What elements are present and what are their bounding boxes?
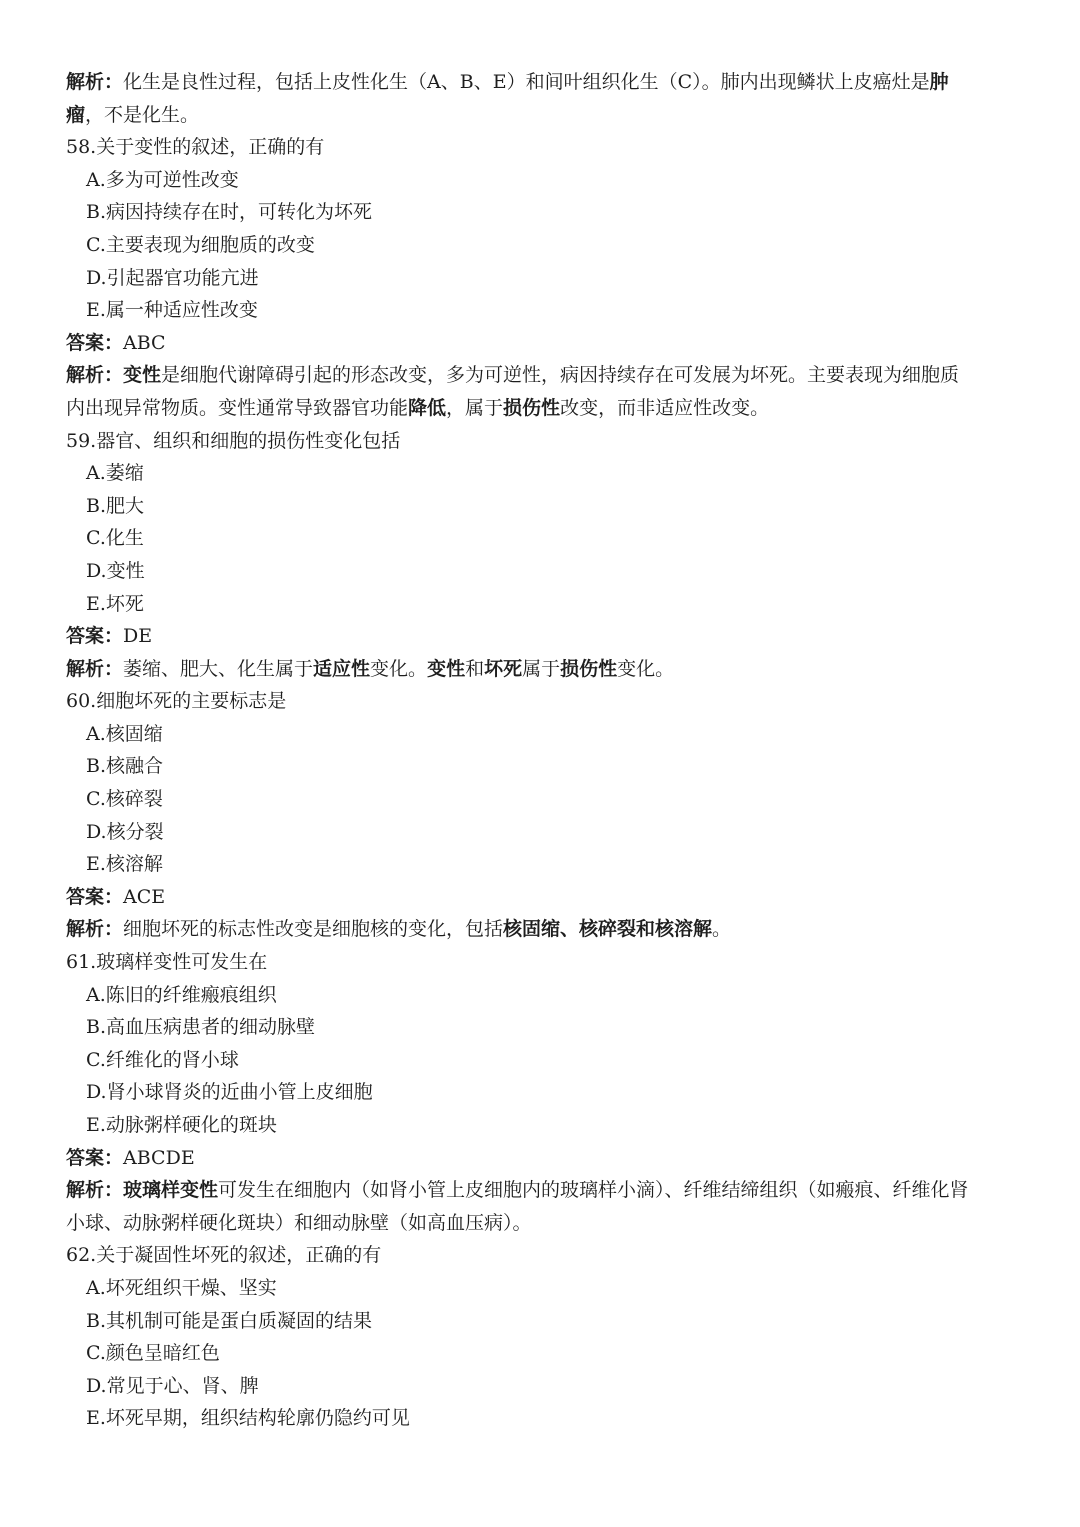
option-line bbox=[0, 1370, 1080, 1403]
text-span: B.核融合 bbox=[86, 755, 164, 778]
text-span: 58.关于变性的叙述，正确的有 bbox=[66, 136, 325, 159]
bold-text: 解析： bbox=[66, 71, 124, 93]
text-span: E.坏死早期，组织结构轮廓仍隐约可见 bbox=[86, 1407, 410, 1430]
text-span: D.常见于心、肾、脾 bbox=[86, 1374, 259, 1397]
bold-text: 答案： bbox=[66, 1146, 124, 1169]
option-line bbox=[0, 229, 1080, 262]
bold-text: 核固缩、核碎裂和核溶解 bbox=[503, 918, 713, 941]
text-span: 变化。 bbox=[370, 657, 428, 680]
text-span: 61.玻璃样变性可发生在 bbox=[66, 951, 268, 974]
text-span: D.变性 bbox=[86, 559, 145, 582]
option-line bbox=[0, 1044, 1080, 1077]
option-line bbox=[0, 816, 1080, 849]
text-span: C.颜色呈暗红色 bbox=[86, 1342, 220, 1365]
option-line bbox=[0, 848, 1080, 881]
text-span: E.动脉粥样硬化的斑块 bbox=[86, 1114, 277, 1136]
text-span: 是细胞代谢障碍引起的形态改变，多为可逆性，病因持续存在可发展为坏死。主要表现为细胞质 bbox=[161, 364, 960, 387]
text-line bbox=[0, 913, 1080, 946]
option-line bbox=[0, 262, 1080, 295]
text-line bbox=[0, 881, 1080, 914]
text-span: C.核碎裂 bbox=[86, 788, 163, 811]
option-line bbox=[0, 718, 1080, 751]
text-span: ，不是化生。 bbox=[85, 103, 200, 126]
option-line bbox=[0, 1337, 1080, 1370]
text-span: D.核分裂 bbox=[86, 820, 164, 843]
option-line bbox=[0, 457, 1080, 490]
text-line bbox=[0, 359, 1080, 392]
bold-text: 解析： bbox=[66, 918, 124, 941]
text-span: 。 bbox=[712, 918, 732, 941]
text-line bbox=[0, 1207, 1080, 1240]
bold-text: 变性 bbox=[123, 364, 162, 387]
option-line bbox=[0, 750, 1080, 783]
text-line bbox=[0, 327, 1080, 360]
text-span: 和 bbox=[465, 657, 485, 680]
option-line bbox=[0, 555, 1080, 588]
bold-text: 答案： bbox=[66, 885, 124, 908]
text-line bbox=[0, 131, 1080, 164]
text-line bbox=[0, 685, 1080, 718]
text-span: ，属于 bbox=[446, 396, 504, 419]
text-span: A.陈旧的纤维瘢痕组织 bbox=[86, 983, 277, 1006]
bold-text: 玻璃样变性 bbox=[123, 1179, 219, 1202]
bold-text: 变性 bbox=[427, 657, 466, 680]
text-span: 内出现异常物质。变性通常导致器官功能 bbox=[66, 396, 409, 419]
text-line bbox=[0, 653, 1080, 686]
text-span: 62.关于凝固性坏死的叙述，正确的有 bbox=[66, 1244, 382, 1267]
option-line bbox=[0, 294, 1080, 327]
text-line bbox=[0, 1174, 1080, 1207]
text-span: 变化。 bbox=[617, 657, 675, 680]
bold-text: 降低 bbox=[408, 396, 447, 419]
text-span: 59.器官、组织和细胞的损伤性变化包括 bbox=[66, 429, 401, 452]
option-line bbox=[0, 1305, 1080, 1338]
option-line bbox=[0, 164, 1080, 197]
bold-text: 肿 bbox=[929, 71, 949, 93]
text-span: 可发生在细胞内（如肾小管上皮细胞内的玻璃样小滴）、纤维结缔组织（如瘢痕、纤维化肾 bbox=[218, 1179, 969, 1202]
option-line bbox=[0, 490, 1080, 523]
text-span: B.其机制可能是蛋白质凝固的结果 bbox=[86, 1309, 373, 1332]
text-span: ABCDE bbox=[123, 1146, 195, 1169]
text-span: ABC bbox=[123, 331, 166, 354]
text-span: E.核溶解 bbox=[86, 853, 163, 876]
bold-text: 坏死 bbox=[484, 657, 523, 680]
text-span: A.核固缩 bbox=[86, 722, 163, 745]
text-span: B.病因持续存在时，可转化为坏死 bbox=[86, 201, 373, 224]
text-span: 60.细胞坏死的主要标志是 bbox=[66, 690, 287, 713]
option-line bbox=[0, 1402, 1080, 1435]
text-span: DE bbox=[123, 625, 153, 648]
text-line bbox=[0, 99, 1080, 132]
text-span: 细胞坏死的标志性改变是细胞核的变化，包括 bbox=[123, 918, 504, 941]
option-line bbox=[0, 1272, 1080, 1305]
text-span: 化生是良性过程，包括上皮性化生（A、B、E）和间叶组织化生（C）。肺内出现鳞状上皮癌灶是 bbox=[123, 71, 930, 93]
bold-text: 损伤性 bbox=[560, 657, 618, 680]
text-span: C.纤维化的肾小球 bbox=[86, 1048, 239, 1071]
bold-text: 瘤 bbox=[66, 103, 86, 126]
option-line bbox=[0, 1011, 1080, 1044]
option-line bbox=[0, 979, 1080, 1012]
text-line bbox=[0, 946, 1080, 979]
text-line bbox=[0, 66, 1080, 99]
text-span: 属于 bbox=[522, 657, 561, 680]
bold-text: 损伤性 bbox=[503, 396, 561, 419]
text-span: B.肥大 bbox=[86, 494, 145, 517]
option-line bbox=[0, 1109, 1080, 1142]
text-span: D.引起器官功能亢进 bbox=[86, 266, 259, 289]
text-span: 改变，而非适应性改变。 bbox=[560, 396, 770, 419]
bold-text: 解析： bbox=[66, 657, 124, 680]
text-span: A.萎缩 bbox=[86, 462, 144, 485]
text-span: 小球、动脉粥样硬化斑块）和细动脉壁（如高血压病）。 bbox=[66, 1211, 532, 1234]
text-span: A.多为可逆性改变 bbox=[86, 168, 239, 191]
option-line bbox=[0, 588, 1080, 621]
bold-text: 解析： bbox=[66, 1179, 124, 1202]
text-line bbox=[0, 1142, 1080, 1175]
text-span: C.化生 bbox=[86, 527, 144, 550]
text-span: B.高血压病患者的细动脉壁 bbox=[86, 1016, 316, 1039]
bold-text: 答案： bbox=[66, 331, 124, 354]
text-line bbox=[0, 392, 1080, 425]
option-line bbox=[0, 783, 1080, 816]
text-line bbox=[0, 425, 1080, 458]
text-span: A.坏死组织干燥、坚实 bbox=[86, 1276, 277, 1299]
bold-text: 答案： bbox=[66, 625, 124, 648]
text-span: D.肾小球肾炎的近曲小管上皮细胞 bbox=[86, 1081, 373, 1104]
text-span: 萎缩、肥大、化生属于 bbox=[123, 657, 314, 680]
text-span: C.主要表现为细胞质的改变 bbox=[86, 233, 315, 256]
text-span: E.坏死 bbox=[86, 592, 144, 615]
option-line bbox=[0, 522, 1080, 555]
option-line bbox=[0, 1076, 1080, 1109]
bold-text: 适应性 bbox=[313, 657, 371, 680]
text-line bbox=[0, 620, 1080, 653]
option-line bbox=[0, 196, 1080, 229]
document-page bbox=[0, 66, 1080, 1435]
text-span: E.属一种适应性改变 bbox=[86, 299, 258, 322]
text-line bbox=[0, 1239, 1080, 1272]
bold-text: 解析： bbox=[66, 364, 124, 387]
text-span: ACE bbox=[123, 885, 166, 908]
